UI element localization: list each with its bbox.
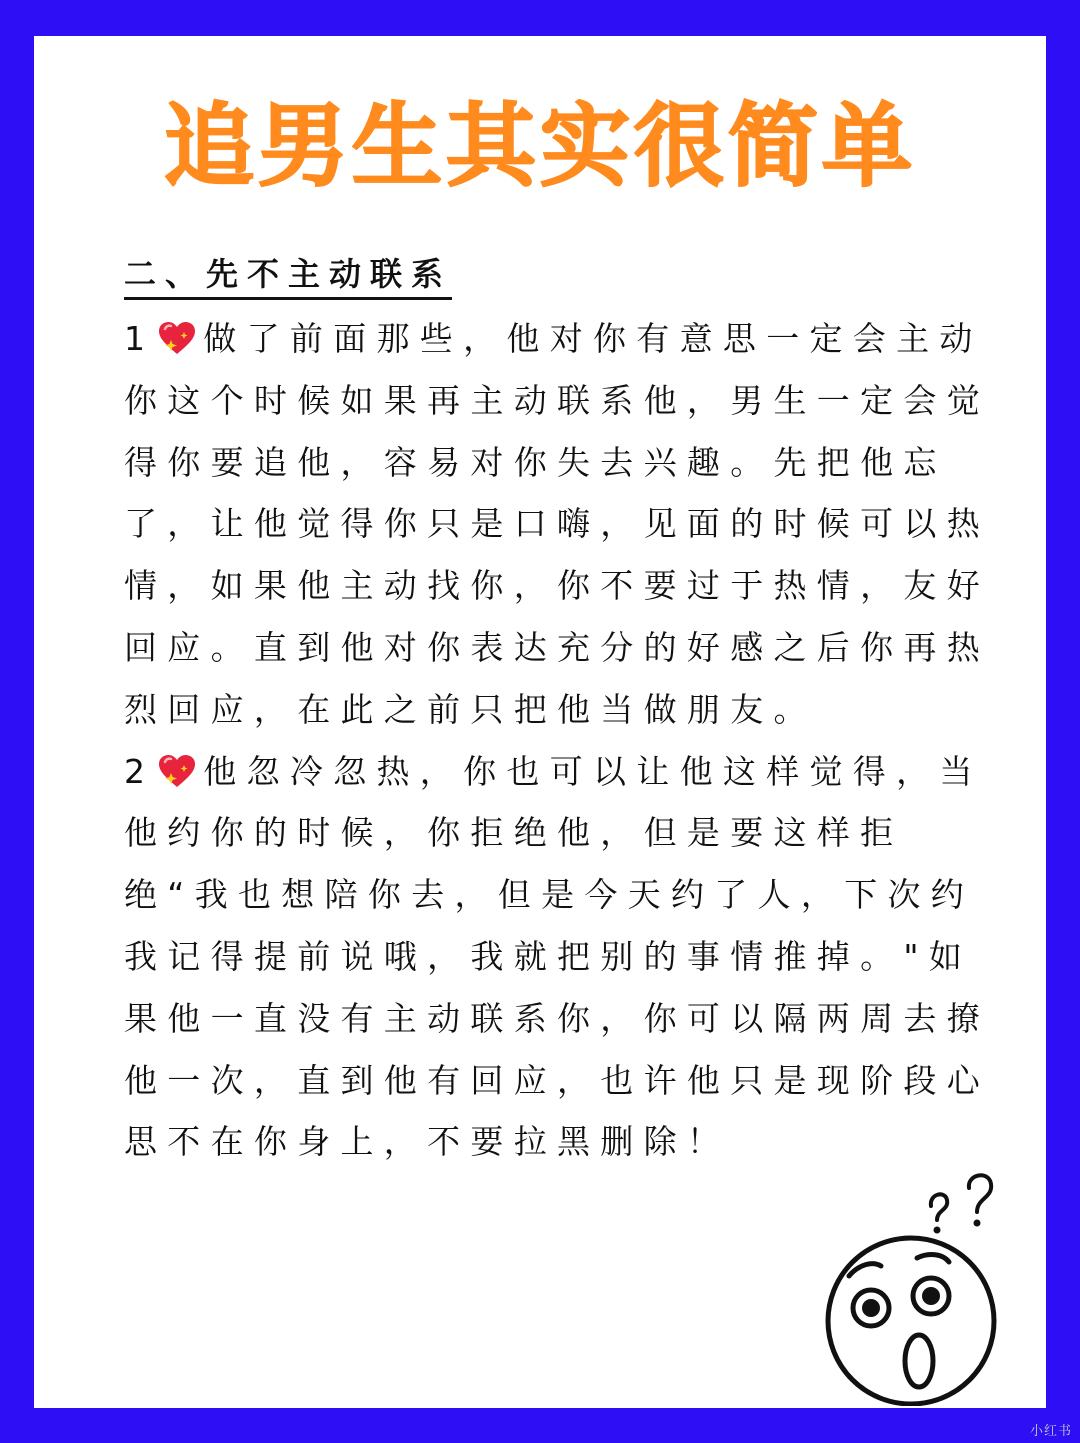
page-title: 追男生其实很简单 <box>164 94 916 199</box>
paragraph-1 <box>124 308 1004 741</box>
article-body <box>124 308 1004 1173</box>
paragraph-2 <box>124 741 1004 1174</box>
sparkling-heart-icon <box>157 320 197 356</box>
paragraph-number: 1 <box>124 319 156 358</box>
surprised-face-icon <box>819 1166 1039 1406</box>
paragraph-number: 2 <box>124 751 156 791</box>
content-card <box>34 36 1046 1408</box>
watermark: 小红书 <box>1029 1424 1072 1439</box>
paragraph-text: 做了前面那些，他对你有意思一定会主动你这个时候如果再主动联系他，男生一定会觉得你要追他，容易对你失去兴趣。先把他忘了，让他觉得你只是口嗨，见面的时候可以热情，如果他主动找你，你不要过于热情，友好回应。直到他对你表达充分的好感之后你再热烈回应，在此之前只把他当做朋友。 <box>124 319 990 729</box>
sparkling-heart-icon <box>157 753 197 789</box>
section-heading: 二、先不主动联系 <box>124 252 452 300</box>
paragraph-text: 他忽冷忽热，你也可以让他这样觉得，当他约你的时候，你拒绝他，但是要这样拒绝“我也想陪你去，但是今天约了人，下次约我记得提前说哦，我就把别的事情推掉。"如果他一直没有主动联系你，你可以隔两周去撩他一次，直到他有回应，也许他只是现阶段心思不在你身上，不要拉黑删除！ <box>124 751 990 1162</box>
